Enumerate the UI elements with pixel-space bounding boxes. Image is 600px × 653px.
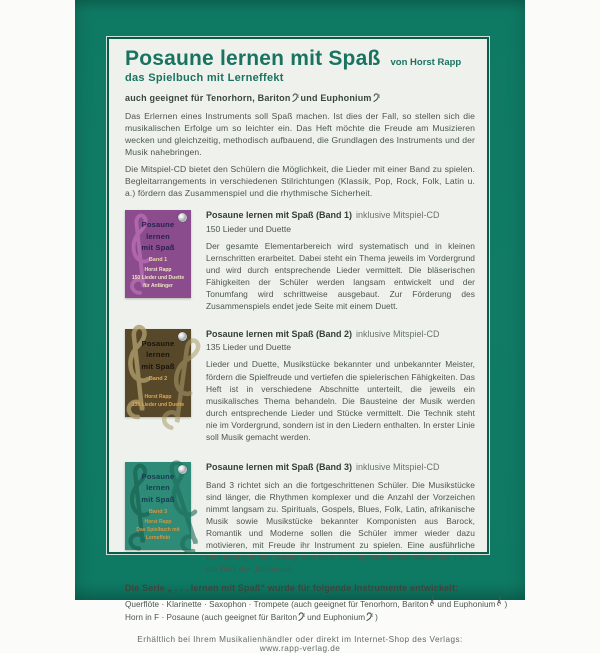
cover-title-line: lernen [146, 350, 170, 360]
cover-footer-line: für Anfänger [143, 283, 173, 290]
cover-footer-line: Das Spielbuch mit [136, 526, 180, 533]
cover-footer-line: Horst Rapp [144, 518, 172, 525]
suitability-line [125, 93, 475, 103]
cover-title [125, 338, 191, 373]
suitability-text-2: und Euphonium [300, 93, 372, 103]
book-description-band-2 [206, 329, 475, 443]
cover-title [125, 219, 191, 254]
series-line-text: Horn in F · Posaune (auch geeignet für Bariton [125, 613, 298, 623]
book-cover-band-3 [125, 462, 191, 550]
series-instruments-bass-line [125, 612, 475, 622]
subtitle: das Spielbuch mit Lerneffekt [125, 72, 284, 84]
author-credit: von Horst Rapp [390, 57, 462, 68]
bass-clef-icon [298, 612, 305, 622]
book-heading-cd-note: inklusive Mitspiel-CD [356, 210, 440, 221]
book-cover-band-2 [125, 329, 191, 417]
book-section-band-2 [125, 329, 475, 443]
intro-paragraph-1: Das Erlernen eines Instruments soll Spaß machen. Ist dies der Fall, so stellen sich die musikalischen Erfolge um so leichter ein. Das Heft möchte die Freude am Musizieren wecken und gleichzeitig, methodisch aufbauend, die Grundlagen des Instruments und der Musik nahebringen. [125, 111, 475, 157]
intro-paragraph-2: Die Mitspiel-CD bietet den Schülern die Möglichkeit, die Lieder mit einer Band zu spielen. Begleitarrangements in verschiedenen Stilrichtungen (Klassik, Pop, Rock, Folk, Latin u. a.) fördern das Zusammenspiel und die rhythmische Sicherheit. [125, 164, 475, 199]
cover-band-label: Band 2 [148, 375, 168, 382]
book-body-text: Lieder und Duette, Musikstücke bekannter und unbekannter Meister, fördern die Spielfreude und vertiefen die spielerischen Fähigkeiten. Das Heft ist in verschiedene Abschnitte unterteilt, die jeweils ein musikalisches Thema behandeln. Die Bausteine der Musik werden durch entsprechende Lieder und Stücke vermittelt. Die Technik steht nie im Vordergrund, sondern ist in den Liedern enthalten. In erster Linie soll Musik gemacht werden. [206, 359, 475, 442]
cover-title-line: Posaune [141, 471, 175, 481]
book-body-text: Band 3 richtet sich an die fortgeschrittenen Schüler. Die Musikstücke sind länger, die Rhythmen komplexer und die Anzahl der Vorzeichen nimmt langsam zu. Spirituals, Gospels, Blues, Folk, Latin, afrikanische Musik sowie Musikstücke bekannter Komponisten aus Barock, Romantik und Moderne sollen die Schüler immer wieder dazu motivieren, mit Freude ihr Instrument zu spielen. Eine ausführliche Einführung in den Swing und viele Synkopenvarianten öffnen die Tür in die Welt der Jazzmusik. [206, 480, 475, 575]
book-heading [206, 210, 475, 222]
cover-footer-line: 150 Lieder und Duette [131, 275, 185, 282]
book-song-count: 135 Lieder und Duette [206, 342, 292, 353]
series-line-text: und Euphonium [307, 613, 366, 623]
bass-clef-icon [373, 93, 380, 103]
book-heading-title: Posaune lernen mit Spaß (Band 2) [206, 328, 353, 339]
cover-title [125, 471, 191, 506]
availability-note: Erhältlich bei Ihrem Musikalienhändler oder direkt im Internet-Shop des Verlags: www.rapp-verlag.de [137, 635, 463, 653]
cover-band-label: Band 1 [148, 257, 168, 264]
series-line-text: und Euphonium [437, 600, 496, 610]
cover-title-line: Posaune [141, 220, 175, 230]
treble-clef-icon [429, 596, 435, 609]
series-instruments-treble-line [125, 596, 508, 610]
cover-footer [125, 393, 191, 409]
book-cover-band-1 [125, 210, 191, 298]
series-info [125, 583, 508, 653]
cover-title-line: lernen [146, 483, 170, 493]
book-heading [206, 462, 475, 474]
book-section-band-3 [125, 462, 475, 576]
header [125, 47, 475, 71]
cover-title-line: mit Spaß [141, 362, 175, 372]
cover-footer [125, 518, 191, 542]
cover-title-line: lernen [146, 231, 170, 241]
book-back-cover-page [75, 0, 525, 653]
book-heading-cd-note: inklusive Mitspiel-CD [356, 328, 440, 339]
cover-title-line: mit Spaß [141, 243, 175, 253]
page-title: Posaune lernen mit Spaß [125, 47, 381, 70]
book-heading-title: Posaune lernen mit Spaß (Band 3) [206, 461, 353, 472]
bass-clef-icon [366, 612, 373, 622]
cover-footer-line: Lerneffekt [145, 534, 171, 541]
cover-title-line: Posaune [141, 338, 175, 348]
book-heading [206, 329, 475, 341]
series-line-text: Querflöte · Klarinette · Saxophon · Trompete (auch geeignet für Tenorhorn, Bariton [125, 600, 429, 610]
series-line-text: ) [504, 600, 508, 610]
book-song-count: 150 Lieder und Duette [206, 223, 292, 234]
cover-footer [125, 266, 191, 290]
suitability-text-1: auch geeignet für Tenorhorn, Bariton [125, 93, 291, 103]
cover-band-label: Band 3 [148, 508, 168, 515]
series-heading: Die Serie „ . . . lernen mit Spaß“ wurde für folgende Instrumente entwickelt: [125, 583, 459, 594]
cover-footer-line: Horst Rapp [144, 393, 172, 400]
content-card [107, 37, 508, 653]
book-heading-cd-note: inklusive Mitspiel-CD [356, 461, 440, 472]
book-description-band-3 [206, 462, 475, 576]
series-line-text: ) [375, 613, 378, 623]
cover-footer-line: 135 Lieder und Duette [131, 401, 185, 408]
book-description-band-1 [206, 210, 475, 312]
bass-clef-icon [292, 93, 299, 103]
treble-clef-icon [496, 596, 502, 609]
book-heading-title: Posaune lernen mit Spaß (Band 1) [206, 210, 353, 221]
book-body-text: Der gesamte Elementarbereich wird systematisch und in kleinen Lernschritten erarbeitet. Dabei steht ein Thema jeweils im Vordergrund und wird durch entsprechende Lieder vermittelt. Die bläserischen Fähigkeiten der Schüler werden langsam entwickelt und der Tonumfang wird schrittweise ausgebaut. Zur Förderung des Zusammenspiels endet jede Seite mit einem Duett. [206, 240, 475, 311]
book-section-band-1 [125, 210, 475, 312]
cover-title-line: mit Spaß [141, 494, 175, 504]
book-list [125, 210, 475, 575]
cover-footer-line: Horst Rapp [144, 267, 172, 274]
